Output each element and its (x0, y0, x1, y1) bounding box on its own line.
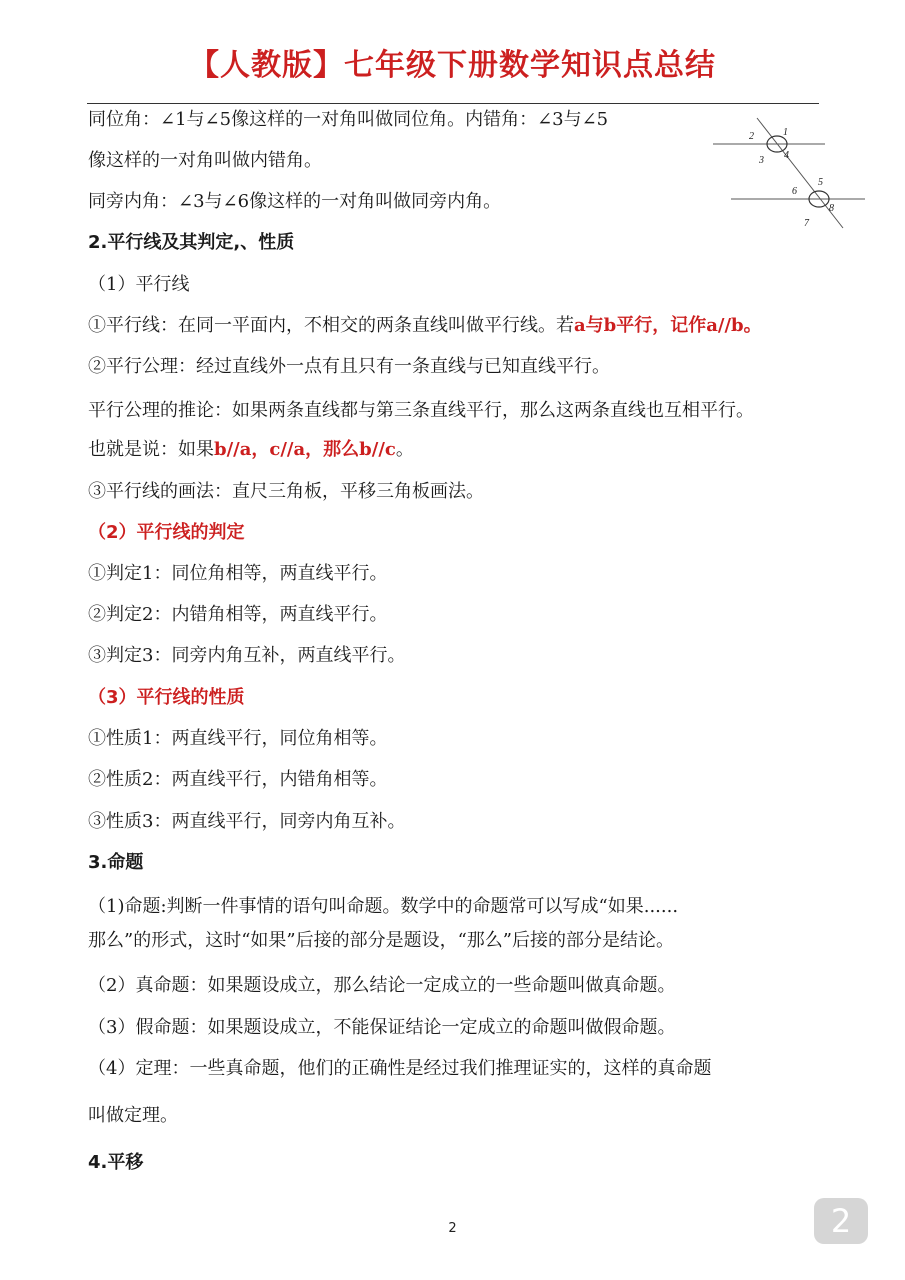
criterion-1: ①判定1：同位角相等，两直线平行。 (88, 563, 388, 584)
subheading-properties: （3）平行线的性质 (88, 687, 245, 708)
subheading-criteria: （2）平行线的判定 (88, 522, 245, 543)
corollary-suffix: 。 (395, 439, 414, 460)
proposition-definition: （1)命题:判断一件事情的语句叫命题。数学中的命题常可以写成“如果...... (88, 896, 679, 917)
corollary-notation: b//a，c//a，那么b//c (214, 439, 396, 460)
corollary-prefix: 也就是说：如果 (88, 439, 214, 460)
criterion-3: ③判定3：同旁内角互补，两直线平行。 (88, 645, 406, 666)
theorem-definition-cont: 叫做定理。 (88, 1105, 178, 1126)
parallel-axiom-corollary: 平行公理的推论：如果两条直线都与第三条直线平行，那么这两条直线也互相平行。 (88, 400, 754, 421)
property-2: ②性质2：两直线平行，内错角相等。 (88, 769, 388, 790)
definition-parallel (88, 313, 762, 339)
page-number: 2 (448, 1221, 457, 1236)
diagram-label-7: 7 (804, 218, 809, 229)
page-badge: 2 (814, 1198, 868, 1244)
diagram-label-4: 4 (784, 150, 789, 161)
section-heading-parallel: 2.平行线及其判定,、性质 (88, 232, 295, 253)
corollary-restated (88, 437, 414, 463)
false-proposition: （3）假命题：如果题设成立，不能保证结论一定成立的命题叫做假命题。 (88, 1017, 676, 1038)
subheading-parallel-lines: （1）平行线 (88, 274, 190, 295)
criterion-2: ②判定2：内错角相等，两直线平行。 (88, 604, 388, 625)
property-3: ③性质3：两直线平行，同旁内角互补。 (88, 811, 406, 832)
diagram-label-5: 5 (818, 177, 823, 188)
proposition-definition-cont: 那么”的形式，这时“如果”后接的部分是题设，“那么”后接的部分是结论。 (88, 930, 675, 951)
section-heading-proposition: 3.命题 (88, 852, 144, 873)
text-line-alternate-cont: 像这样的一对角叫做内错角。 (88, 150, 322, 171)
text-line-corresponding-alternate: 同位角：∠1与∠5像这样的一对角叫做同位角。内错角：∠3与∠5 (88, 109, 609, 130)
diagram-label-8: 8 (829, 203, 834, 214)
diagram-label-6: 6 (792, 186, 797, 197)
angle-diagram (705, 108, 870, 233)
theorem-definition: （4）定理：一些真命题，他们的正确性是经过我们推理证实的，这样的真命题 (88, 1058, 712, 1079)
property-1: ①性质1：两直线平行，同位角相等。 (88, 728, 388, 749)
section-heading-translation: 4.平移 (88, 1152, 144, 1173)
definition-parallel-notation: a与b平行，记作a//b。 (574, 315, 762, 336)
page-title: 【人教版】七年级下册数学知识点总结 (189, 48, 716, 83)
title-divider (87, 103, 819, 104)
parallel-axiom: ②平行公理：经过直线外一点有且只有一条直线与已知直线平行。 (88, 356, 610, 377)
text-line-co-interior: 同旁内角：∠3与∠6像这样的一对角叫做同旁内角。 (88, 191, 502, 212)
parallel-drawing-method: ③平行线的画法：直尺三角板，平移三角板画法。 (88, 481, 484, 502)
true-proposition: （2）真命题：如果题设成立，那么结论一定成立的一些命题叫做真命题。 (88, 975, 676, 996)
diagram-label-3: 3 (759, 155, 764, 166)
diagram-label-2: 2 (749, 131, 754, 142)
diagram-label-1: 1 (783, 127, 788, 138)
definition-parallel-text: ①平行线：在同一平面内，不相交的两条直线叫做平行线。若 (88, 315, 574, 336)
